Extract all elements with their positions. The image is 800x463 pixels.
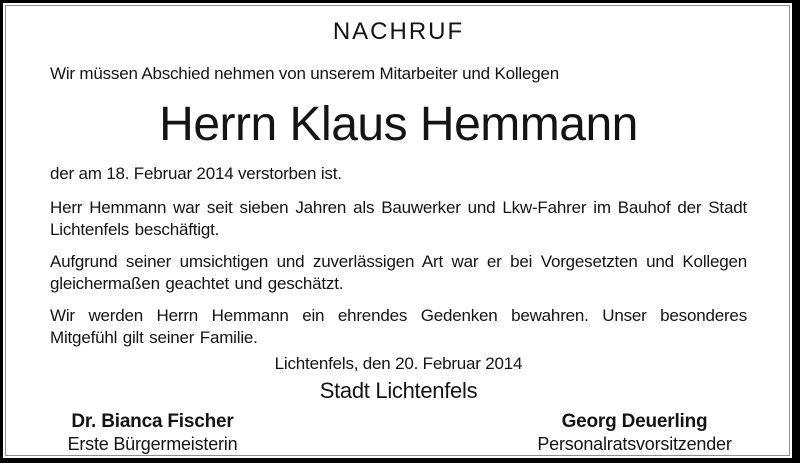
body-paragraph: Wir werden Herrn Hemmann ein ehrendes Gedenken bewahren. Unser besonderes Mitgefühl gilt seiner Familie. — [50, 306, 747, 347]
signatory-name: Georg Deuerling — [561, 411, 708, 432]
obituary-inner-frame — [5, 5, 790, 456]
signature-block-right — [522, 411, 747, 455]
place-date-line: Lichtenfels, den 20. Februar 2014 — [274, 354, 523, 373]
signature-row — [50, 411, 747, 455]
obituary-sheet — [3, 3, 792, 458]
signatory-title: Erste Bürgermeisterin — [67, 434, 238, 454]
body-paragraph: Aufgrund seiner umsichtigen und zuverlässigen Art war er bei Vorgesetzten und Kollegen gleichermaßen geachtet und geschätzt. — [50, 252, 747, 293]
signatory-name: Dr. Bianca Fischer — [71, 411, 234, 432]
signatory-title: Personalratsvorsitzender — [537, 434, 732, 454]
signature-block-left — [50, 411, 255, 455]
body-paragraph: Herr Hemmann war seit sieben Jahren als Bauwerker und Lkw-Fahrer im Bauhof der Stadt Lichtenfels beschäftigt. — [50, 198, 747, 239]
organization-name: Stadt Lichtenfels — [319, 378, 478, 403]
notice-type-heading: NACHRUF — [332, 18, 465, 45]
intro-line: Wir müssen Abschied nehmen von unserem Mitarbeiter und Kollegen — [50, 64, 560, 83]
death-date-line: der am 18. Februar 2014 verstorben ist. — [50, 164, 342, 183]
deceased-name: Herrn Klaus Hemmann — [159, 98, 638, 151]
